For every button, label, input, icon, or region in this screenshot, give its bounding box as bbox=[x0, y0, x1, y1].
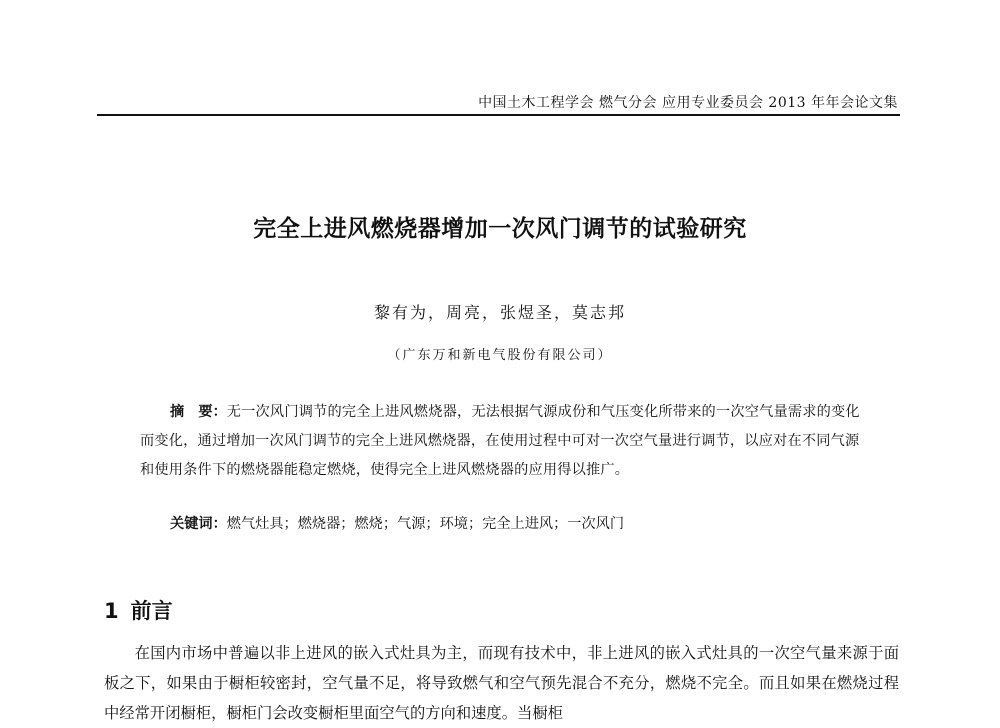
section-number: 1 bbox=[104, 599, 119, 623]
header-rule bbox=[97, 114, 900, 116]
paper-title: 完全上进风燃烧器增加一次风门调节的试验研究 bbox=[253, 216, 747, 242]
keywords-label: 关键词： bbox=[170, 516, 227, 532]
section-title: 前言 bbox=[130, 599, 173, 623]
keywords-text: 燃气灶具；燃烧器；燃烧；气源；环境；完全上进风；一次风门 bbox=[226, 516, 625, 532]
keywords bbox=[170, 513, 624, 533]
section-heading bbox=[104, 595, 173, 625]
body-paragraph: 在国内市场中普遍以非上进风的嵌入式灶具为主，而现有技术中，非上进风的嵌入式灶具的一次空气量来源于面板之下，如果由于橱柜较密封，空气量不足，将导致燃气和空气预先混合不充分，燃烧不完全。而且如果在燃烧过程中经常开闭橱柜，橱柜门会改变橱柜里面空气的方向和速度。当橱柜 bbox=[104, 644, 899, 722]
abstract-label: 摘 要： bbox=[170, 404, 227, 420]
paper-authors: 黎有为，周亮，张煜圣，莫志邦 bbox=[373, 303, 626, 322]
abstract bbox=[140, 398, 868, 485]
running-header: 中国土木工程学会 燃气分会 应用专业委员会 2013 年年会论文集 bbox=[478, 95, 898, 111]
abstract-text: 无一次风门调节的完全上进风燃烧器，无法根据气源成份和气压变化所带来的一次空气量需求的变化而变化，通过增加一次风门调节的完全上进风燃烧器，在使用过程中可对一次空气量进行调节，以应对在不同气源和使用条件下的燃烧器能稳定燃烧，使得完全上进风燃烧器的应用得以推广。 bbox=[140, 404, 860, 478]
paper-affiliation: （广东万和新电气股份有限公司） bbox=[387, 348, 613, 363]
